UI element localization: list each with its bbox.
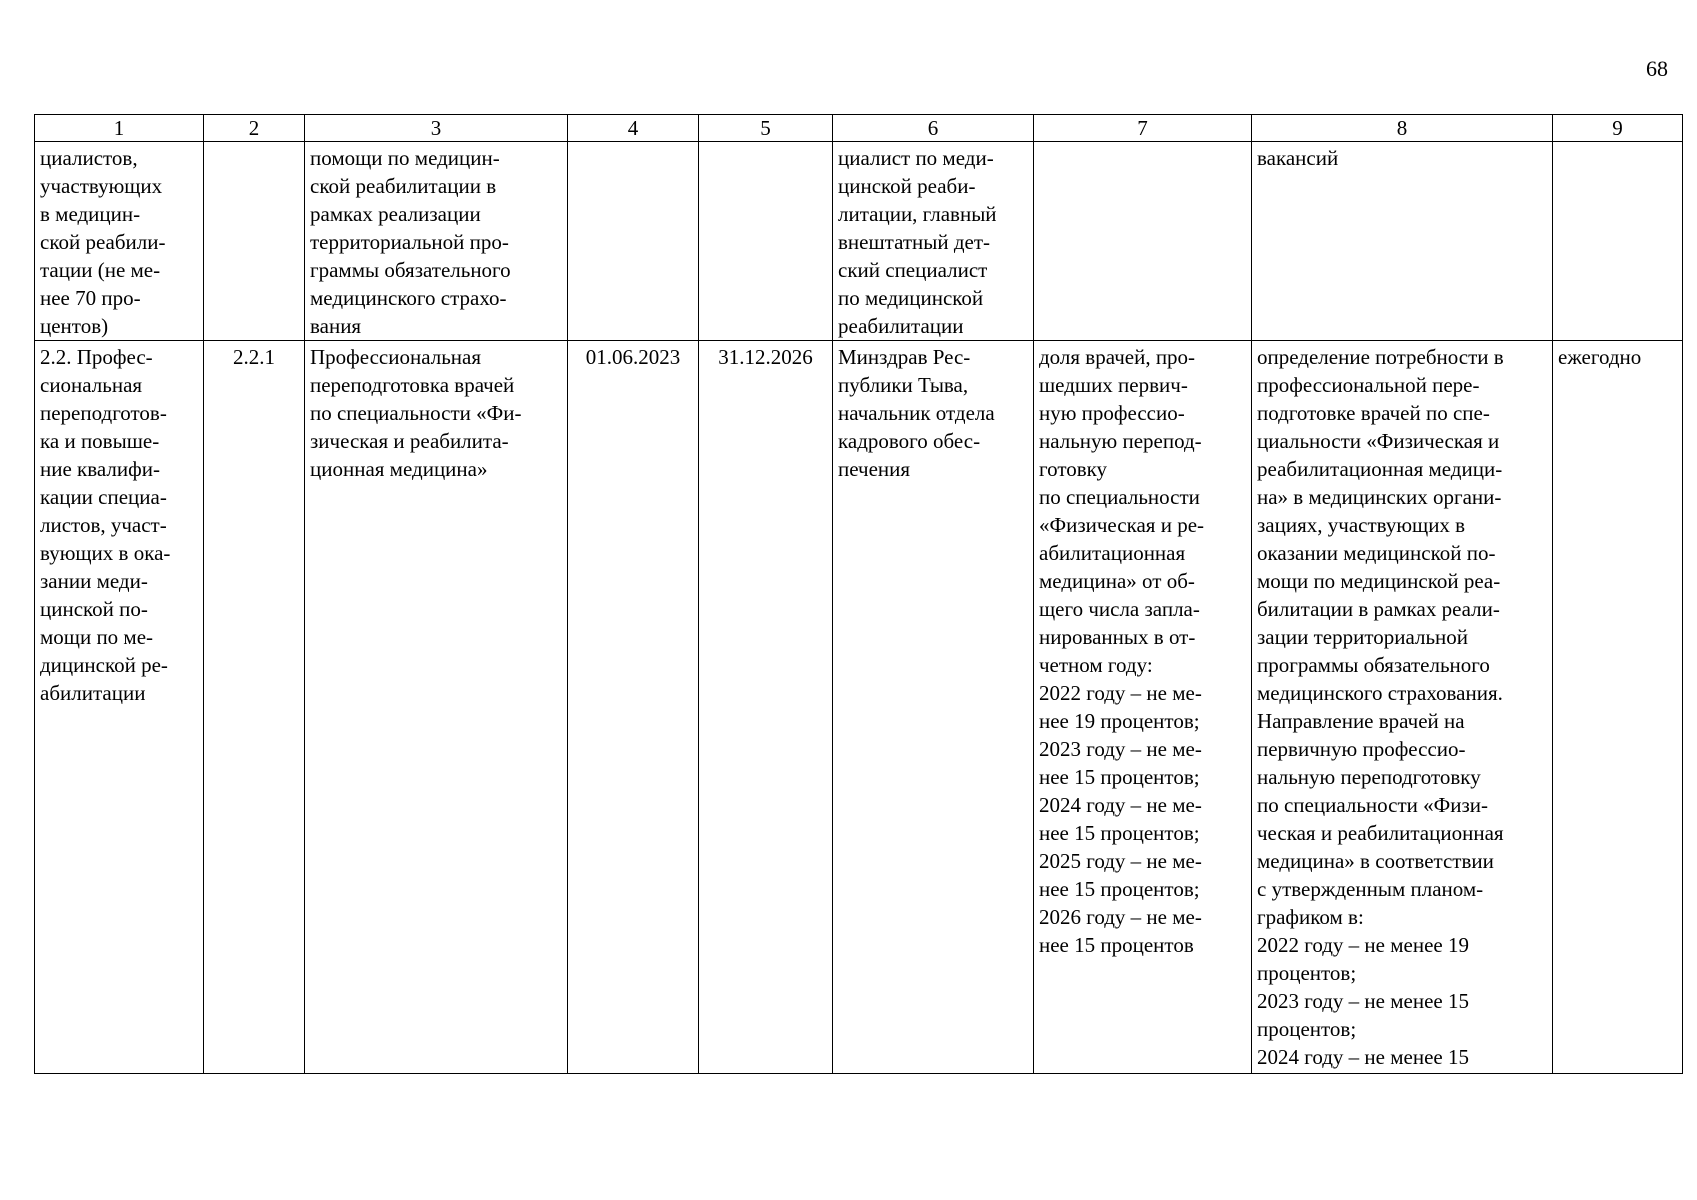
column-header-8: 8	[1252, 115, 1553, 142]
table-row	[35, 142, 1683, 341]
cell-text: 01.06.2023	[585, 345, 681, 369]
table-cell	[35, 341, 204, 1074]
column-header-4: 4	[568, 115, 699, 142]
table-cell	[35, 142, 204, 341]
page-number: 68	[1646, 56, 1668, 81]
column-header-2: 2	[204, 115, 305, 142]
table-cell	[204, 341, 305, 1074]
cell-text: доля врачей, про- шедших первич- ную профессио- нальную перепод- готовку по специальности «Физическая и ре- абилитационная медицина» от об- щего числа запла- нированных в от- четном году: 2022 году – не ме- нее 19 процентов; 2023 году – не ме- нее 15 процентов; 2024 году – не ме- нее 15 процентов; 2025 году – не ме- нее 15 процентов; 2026 году – не ме- нее 15 процентов	[1039, 345, 1205, 957]
cell-text: 2.2. Профес- сиональная переподготов- ка и повыше- ние квалифи- кации специа- листов, участ- вующих в ока- зании меди- цинской по- мощи по ме- дицинской ре- абилитации	[40, 345, 171, 705]
table-cell	[1553, 142, 1683, 341]
cell-text: 2.2.1	[233, 345, 275, 369]
table-cell	[1553, 341, 1683, 1074]
table-cell	[699, 142, 833, 341]
column-header-7: 7	[1034, 115, 1252, 142]
table-cell	[1252, 341, 1553, 1074]
table-cell	[305, 341, 568, 1074]
header-row	[35, 115, 1683, 142]
document-table	[34, 114, 1683, 1074]
cell-text: ежегодно	[1558, 345, 1642, 369]
column-header-1: 1	[35, 115, 204, 142]
cell-text: вакансий	[1257, 146, 1339, 170]
column-header-3: 3	[305, 115, 568, 142]
cell-text: циалист по меди- цинской реаби- литации, главный внештатный дет- ский специалист по медицинской реабилитации	[838, 146, 997, 338]
table-cell	[305, 142, 568, 341]
column-header-6: 6	[833, 115, 1034, 142]
table-cell	[833, 341, 1034, 1074]
column-header-5: 5	[699, 115, 833, 142]
cell-text: помощи по медицин- ской реабилитации в рамках реализации территориальной про- граммы обязательного медицинского страхо- вания	[310, 146, 511, 338]
table-cell	[1034, 142, 1252, 341]
cell-text: 31.12.2026	[718, 345, 813, 369]
table-cell	[568, 142, 699, 341]
table-cell	[699, 341, 833, 1074]
table-cell	[568, 341, 699, 1074]
table-cell	[1034, 341, 1252, 1074]
cell-text: Минздрав Рес- публики Тыва, начальник отдела кадрового обес- печения	[838, 345, 995, 481]
table-cell	[833, 142, 1034, 341]
column-header-9: 9	[1553, 115, 1683, 142]
table-row	[35, 341, 1683, 1074]
cell-text: определение потребности в профессиональной пере- подготовке врачей по спе- циальности «Физическая и реабилитационная медици- на» в медицинских органи- зациях, участвующих в оказании медицинской по- мощи по медицинской реа- билитации в рамках реали- зации территориальной программы обязательного медицинского страхования. Направление врачей на первичную профессио- нальную переподготовку по специальности «Физи- ческая и реабилитационная медицина» в соответствии с утвержденным планом- графиком в: 2022 году – не менее 19 процентов; 2023 году – не менее 15 процентов; 2024 году – не менее 15	[1257, 345, 1504, 1069]
table-cell	[1252, 142, 1553, 341]
cell-text: Профессиональная переподготовка врачей по специальности «Фи- зическая и реабилита- ционная медицина»	[310, 345, 522, 481]
table-cell	[204, 142, 305, 341]
cell-text: циалистов, участвующих в медицин- ской реабили- тации (не ме- нее 70 про- центов)	[40, 146, 166, 338]
